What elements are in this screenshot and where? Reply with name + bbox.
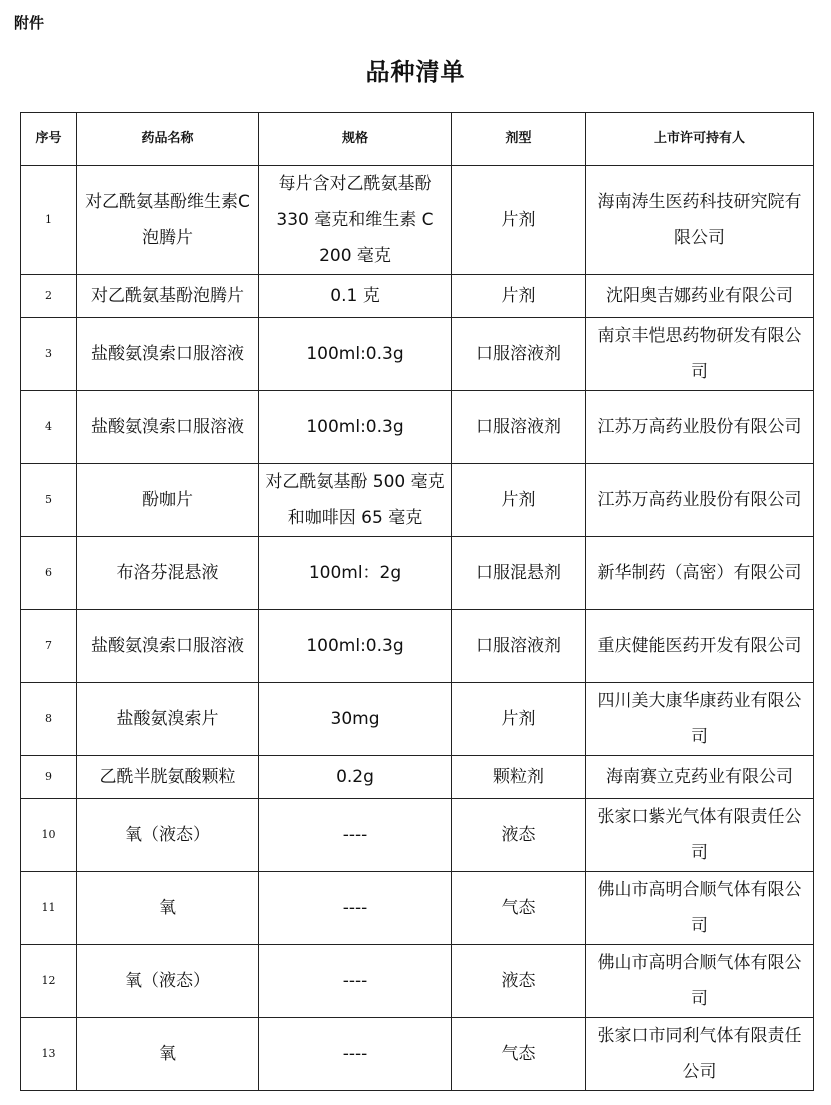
cell-seq: 8 (21, 683, 77, 756)
cell-spec: 每片含对乙酰氨基酚 330 毫克和维生素 C 200 毫克 (259, 166, 452, 275)
cell-seq: 5 (21, 464, 77, 537)
cell-drug-name: 对乙酰氨基酚泡腾片 (77, 275, 259, 318)
cell-seq: 6 (21, 537, 77, 610)
cell-dosage-form: 液态 (452, 945, 586, 1018)
cell-dosage-form: 片剂 (452, 464, 586, 537)
cell-spec: 100ml：2g (259, 537, 452, 610)
cell-spec: ---- (259, 799, 452, 872)
table-row (21, 464, 814, 537)
cell-spec: ---- (259, 945, 452, 1018)
cell-seq: 7 (21, 610, 77, 683)
cell-dosage-form: 片剂 (452, 683, 586, 756)
cell-spec: ---- (259, 1018, 452, 1091)
cell-drug-name: 酚咖片 (77, 464, 259, 537)
table-row (21, 799, 814, 872)
cell-holder: 海南赛立克药业有限公司 (586, 756, 814, 799)
cell-spec: 100ml:0.3g (259, 391, 452, 464)
cell-seq: 12 (21, 945, 77, 1018)
cell-spec: 对乙酰氨基酚 500 毫克和咖啡因 65 毫克 (259, 464, 452, 537)
cell-dosage-form: 液态 (452, 799, 586, 872)
cell-dosage-form: 口服溶液剂 (452, 318, 586, 391)
cell-drug-name: 氧（液态） (77, 945, 259, 1018)
cell-dosage-form: 颗粒剂 (452, 756, 586, 799)
cell-dosage-form: 口服溶液剂 (452, 610, 586, 683)
cell-seq: 13 (21, 1018, 77, 1091)
cell-drug-name: 氧（液态） (77, 799, 259, 872)
table-row (21, 391, 814, 464)
table-row (21, 537, 814, 610)
cell-dosage-form: 片剂 (452, 275, 586, 318)
cell-holder: 四川美大康华康药业有限公司 (586, 683, 814, 756)
cell-holder: 佛山市高明合顺气体有限公司 (586, 872, 814, 945)
cell-spec: 100ml:0.3g (259, 318, 452, 391)
cell-dosage-form: 气态 (452, 872, 586, 945)
table-row (21, 610, 814, 683)
cell-holder: 江苏万高药业股份有限公司 (586, 464, 814, 537)
cell-seq: 9 (21, 756, 77, 799)
cell-seq: 2 (21, 275, 77, 318)
cell-spec: 100ml:0.3g (259, 610, 452, 683)
cell-drug-name: 盐酸氨溴索口服溶液 (77, 318, 259, 391)
table-row (21, 945, 814, 1018)
cell-spec: ---- (259, 872, 452, 945)
cell-seq: 10 (21, 799, 77, 872)
cell-holder: 新华制药（高密）有限公司 (586, 537, 814, 610)
table-row (21, 275, 814, 318)
cell-drug-name: 布洛芬混悬液 (77, 537, 259, 610)
cell-holder: 佛山市高明合顺气体有限公司 (586, 945, 814, 1018)
page-title: 品种清单 (365, 58, 466, 86)
cell-drug-name: 氧 (77, 1018, 259, 1091)
col-header-spec: 规格 (259, 113, 452, 166)
cell-seq: 11 (21, 872, 77, 945)
cell-holder: 重庆健能医药开发有限公司 (586, 610, 814, 683)
cell-drug-name: 氧 (77, 872, 259, 945)
table-row (21, 683, 814, 756)
cell-seq: 1 (21, 166, 77, 275)
cell-drug-name: 对乙酰氨基酚维生素C 泡腾片 (77, 166, 259, 275)
cell-seq: 3 (21, 318, 77, 391)
cell-drug-name: 盐酸氨溴索口服溶液 (77, 610, 259, 683)
col-header-drug-name: 药品名称 (77, 113, 259, 166)
col-header-holder: 上市许可持有人 (586, 113, 814, 166)
cell-dosage-form: 口服溶液剂 (452, 391, 586, 464)
col-header-seq: 序号 (21, 113, 77, 166)
cell-holder: 张家口紫光气体有限责任公司 (586, 799, 814, 872)
table-row (21, 318, 814, 391)
cell-dosage-form: 气态 (452, 1018, 586, 1091)
attachment-label: 附件 (14, 14, 45, 32)
cell-drug-name: 盐酸氨溴索口服溶液 (77, 391, 259, 464)
cell-spec: 30mg (259, 683, 452, 756)
cell-seq: 4 (21, 391, 77, 464)
cell-dosage-form: 片剂 (452, 166, 586, 275)
cell-holder: 南京丰恺思药物研发有限公司 (586, 318, 814, 391)
cell-drug-name: 盐酸氨溴索片 (77, 683, 259, 756)
cell-dosage-form: 口服混悬剂 (452, 537, 586, 610)
table-row (21, 872, 814, 945)
table-header-row (21, 113, 814, 166)
cell-holder: 张家口市同利气体有限责任公司 (586, 1018, 814, 1091)
cell-holder: 海南涛生医药科技研究院有限公司 (586, 166, 814, 275)
col-header-dosage-form: 剂型 (452, 113, 586, 166)
product-table (20, 112, 814, 1091)
cell-spec: 0.1 克 (259, 275, 452, 318)
table-row (21, 166, 814, 275)
cell-holder: 江苏万高药业股份有限公司 (586, 391, 814, 464)
cell-spec: 0.2g (259, 756, 452, 799)
cell-holder: 沈阳奥吉娜药业有限公司 (586, 275, 814, 318)
table-row (21, 756, 814, 799)
table-row (21, 1018, 814, 1091)
cell-drug-name: 乙酰半胱氨酸颗粒 (77, 756, 259, 799)
